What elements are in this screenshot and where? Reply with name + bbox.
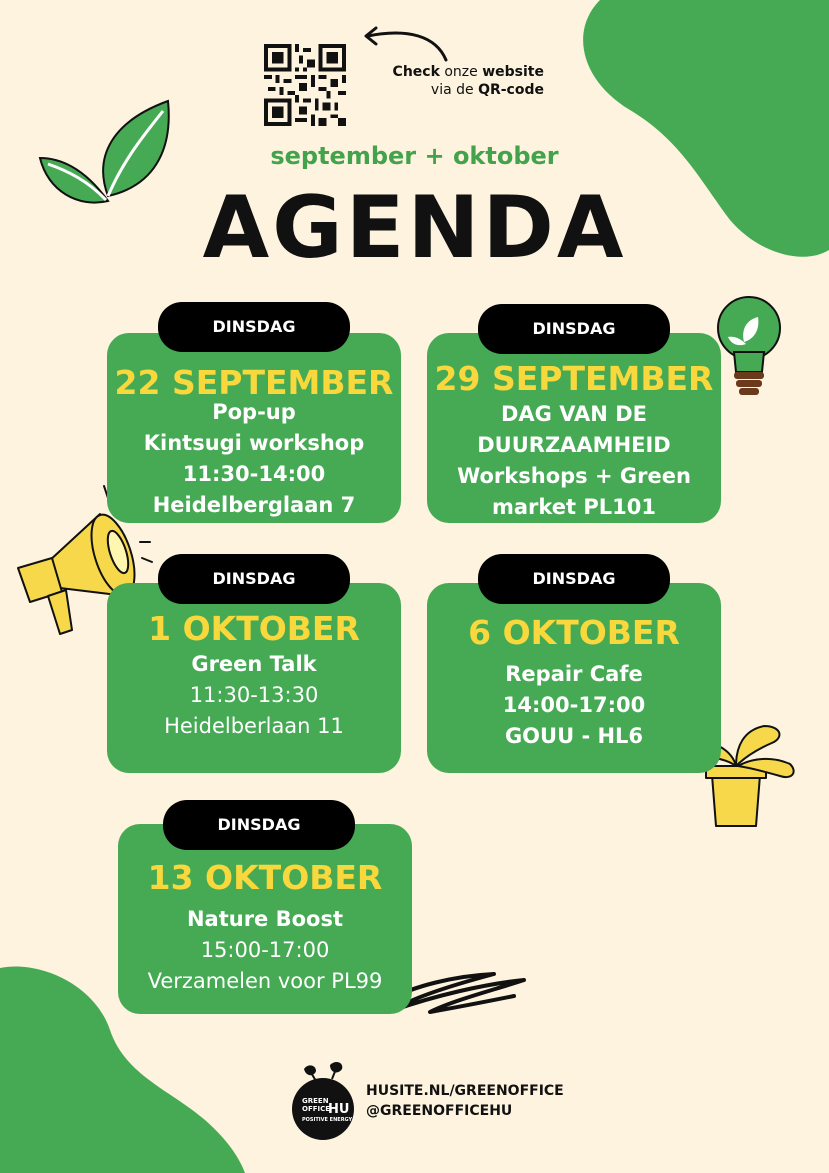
qr-caption (352, 63, 544, 99)
event-line: Pop-up (212, 400, 296, 424)
qr-caption-bold: Check (392, 64, 440, 80)
qr-caption-text: via de (430, 82, 479, 98)
event-line: Kintsugi workshop (143, 431, 365, 455)
event-line: Heidelberglaan 7 (152, 493, 356, 517)
event-line: market PL101 (491, 495, 656, 519)
logo-text: HU (328, 1102, 350, 1117)
day-label: DINSDAG (158, 302, 350, 352)
logo-text: GREEN (302, 1097, 329, 1105)
event-date: 1 OKTOBER (148, 609, 360, 648)
day-label: DINSDAG (163, 800, 355, 850)
event-card (107, 333, 401, 523)
website-link[interactable]: HUSITE.NL/GREENOFFICE (366, 1083, 564, 1099)
event-details (427, 659, 721, 752)
event-details (107, 649, 401, 742)
event-card (427, 333, 721, 523)
event-line: DUURZAAMHEID (477, 433, 671, 457)
qr-caption-text: onze (439, 64, 483, 80)
event-card (118, 824, 412, 1014)
footer-contact (366, 1081, 564, 1121)
qr-caption-bold: website (482, 64, 544, 80)
event-details (107, 397, 401, 521)
social-handle[interactable]: @GREENOFFICEHU (366, 1103, 513, 1119)
event-card (107, 583, 401, 773)
green-office-logo (290, 1055, 356, 1145)
event-line: Workshops + Green (457, 464, 691, 488)
event-line: DAG VAN DE (501, 402, 647, 426)
event-line: Verzamelen voor PL99 (147, 969, 383, 993)
page-title: AGENDA (202, 178, 627, 278)
event-details (118, 904, 412, 997)
event-line: 11:30-13:30 (189, 683, 319, 707)
event-date: 6 OKTOBER (468, 613, 680, 652)
day-label: DINSDAG (158, 554, 350, 604)
event-line: Nature Boost (186, 907, 344, 931)
page-subtitle: september + oktober (270, 142, 559, 170)
event-line: 11:30-14:00 (182, 462, 326, 486)
event-line: Repair Cafe (505, 662, 643, 686)
event-details (427, 399, 721, 523)
event-date: 22 SEPTEMBER (114, 363, 394, 402)
event-card (427, 583, 721, 773)
event-line: Green Talk (191, 652, 317, 676)
event-date: 29 SEPTEMBER (434, 359, 714, 398)
curved-arrow-icon (358, 24, 453, 64)
event-line: Heidelberlaan 11 (164, 714, 344, 738)
event-date: 13 OKTOBER (147, 858, 383, 897)
qr-code-icon[interactable] (264, 44, 346, 126)
logo-text: OFFICE (302, 1105, 331, 1113)
day-label: DINSDAG (478, 554, 670, 604)
event-line: 15:00-17:00 (200, 938, 330, 962)
lightbulb-icon (716, 292, 782, 400)
day-label: DINSDAG (478, 304, 670, 354)
event-line: 14:00-17:00 (502, 693, 646, 717)
event-line: GOUU - HL6 (504, 724, 644, 748)
qr-caption-bold: QR-code (478, 82, 544, 98)
logo-text: POSITIVE ENERGY (302, 1117, 353, 1123)
